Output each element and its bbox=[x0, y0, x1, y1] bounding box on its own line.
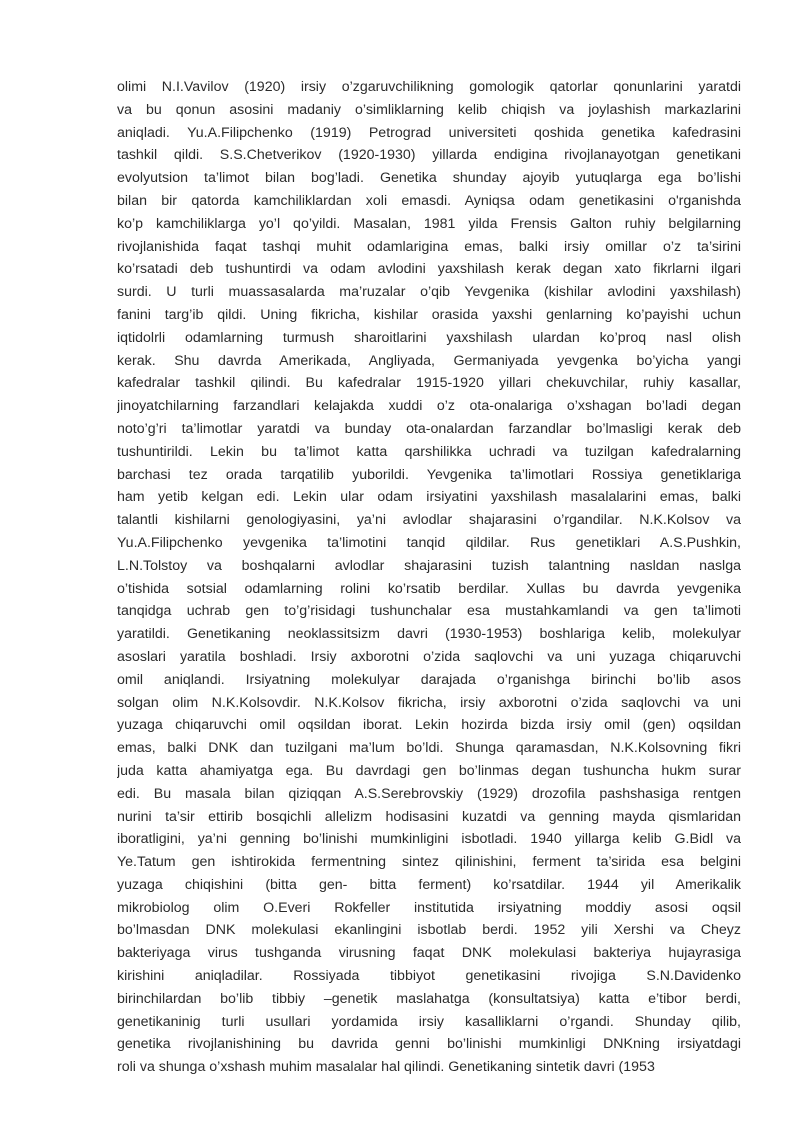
text-line-35: Ye.Tatum gen ishtirokida fermentning sintez qilinishini, ferment ta’sirida esa belgini bbox=[117, 854, 741, 871]
text-line-21: Yu.A.Filipchenko yevgenika ta’limotini tanqid qildilar. Rus genetiklari A.S.Pushkin, bbox=[117, 534, 741, 551]
text-line-16: noto’g’ri ta’limotlar yaratdi va bunday ota-onalardan farzandlar bo’lmasligi kerak deb bbox=[117, 420, 741, 437]
text-line-7: ko’p kamchiliklarga yo’l qo’yildi. Masalan, 1981 yilda Frensis Galton ruhiy belgilarning bbox=[117, 215, 741, 232]
text-line-11: fanini targ’ib qildi. Uning fikricha, kishilar orasida yaxshi genlarning ko’payishi uchun bbox=[117, 306, 741, 323]
text-line-31: juda katta ahamiyatga ega. Bu davrdagi gen bo’linmas degan tushuncha hukm surar bbox=[117, 762, 741, 779]
text-line-33: nurini ta’sir ettirib bosqichli allelizm hodisasini kuzatdi va genning mayda qismlaridan bbox=[117, 808, 741, 825]
text-line-25: yaratildi. Genetikaning neoklassitsizm davri (1930-1953) boshlariga kelib, molekulyar bbox=[117, 626, 741, 643]
text-line-19: ham yetib kelgan edi. Lekin ular odam irsiyatini yaxshilash masalalarini emas, balki bbox=[117, 489, 741, 506]
text-line-38: bo’lmasdan DNK molekulasi ekanlingini isbotlab berdi. 1952 yili Xershi va Cheyz bbox=[117, 922, 741, 939]
text-line-28: solgan olim N.K.Kolsovdir. N.K.Kolsov fikricha, irsiy axborotni o’zida saqlovchi va uni bbox=[117, 694, 741, 711]
text-line-3: aniqladi. Yu.A.Filipchenko (1919) Petrograd universiteti qoshida genetika kafedrasini bbox=[117, 124, 741, 141]
text-line-8: rivojlanishida faqat tashqi muhit odamlarigina emas, balki irsiy omillar o’z ta’sirini bbox=[117, 238, 741, 255]
text-line-2: va bu qonun asosini madaniy o’simliklarning kelib chiqish va joylashish markazlarini bbox=[117, 101, 741, 118]
text-line-10: surdi. U turli muassasalarda ma’ruzalar o’qib Yevgenika (kishilar avlodini yaxshilash) bbox=[117, 284, 741, 301]
text-line-40: kirishini aniqladilar. Rossiyada tibbiyot genetikasini rivojiga S.N.Davidenko bbox=[117, 968, 741, 985]
text-line-43: genetika rivojlanishining bu davrida genni bo’linishi mumkinligi DNKning irsiyatdagi bbox=[117, 1036, 741, 1053]
text-line-20: talantli kishilarni genologiyasini, ya’ni avlodlar shajarasini o’rgandilar. N.K.Kolsov va bbox=[117, 512, 741, 529]
text-line-34: iboratligini, ya’ni genning bo’linishi mumkinligini isbotladi. 1940 yillarga kelib G.Bidl va bbox=[117, 831, 741, 848]
text-line-22: L.N.Tolstoy va boshqalarni avlodlar shajarasini tuzish talantning nasldan naslga bbox=[117, 557, 741, 574]
document-body bbox=[117, 76, 741, 1079]
text-line-4: tashkil qildi. S.S.Chetverikov (1920-1930) yillarda endigina rivojlanayotgan genetikani bbox=[117, 147, 741, 164]
text-line-30: emas, balki DNK dan tuzilgani ma’lum bo’ldi. Shunga qaramasdan, N.K.Kolsovning fikri bbox=[117, 740, 741, 757]
text-line-41: birinchilardan bo’lib tibbiy –genetik maslahatga (konsultatsiya) katta e’tibor berdi, bbox=[117, 990, 741, 1007]
text-line-9: ko’rsatadi deb tushuntirdi va odam avlodini yaxshilash kerak degan xato fikrlarni ilgari bbox=[117, 261, 741, 278]
text-line-26: asoslari yaratila boshladi. Irsiy axborotni o’zida saqlovchi va uni yuzaga chiqaruvchi bbox=[117, 648, 741, 665]
text-line-18: barchasi tez orada tarqatilib yuborildi. Yevgenika ta’limotlari Rossiya genetiklariga bbox=[117, 466, 741, 483]
text-line-24: tanqidga uchrab gen to’g’risidagi tushunchalar esa mustahkamlandi va gen ta’limoti bbox=[117, 603, 741, 620]
text-line-14: kafedralar tashkil qilindi. Bu kafedralar 1915-1920 yillari chekuvchilar, ruhiy kasallar, bbox=[117, 375, 741, 392]
text-line-42: genetikaninig turli usullari yordamida irsiy kasalliklarni o’rgandi. Shunday qilib, bbox=[117, 1013, 741, 1030]
text-line-6: bilan bir qatorda kamchiliklardan xoli emasdi. Ayniqsa odam genetikasini o'rganishda bbox=[117, 192, 741, 209]
text-line-15: jinoyatchilarning farzandlari kelajakda xuddi o’z ota-onalariga o’xshagan bo’ladi degan bbox=[117, 398, 741, 415]
text-line-23: o’tishida sotsial odamlarning rolini ko’rsatib berdilar. Xullas bu davrda yevgenika bbox=[117, 580, 741, 597]
text-line-17: tushuntirildi. Lekin bu ta’limot katta qarshilikka uchradi va tuzilgan kafedralarning bbox=[117, 443, 741, 460]
text-line-12: iqtidolrli odamlarning turmush sharoitlarini yaxshilash ulardan ko’proq nasl olish bbox=[117, 329, 741, 346]
text-line-29: yuzaga chiqaruvchi omil oqsildan iborat. Lekin hozirda bizda irsiy omil (gen) oqsildan bbox=[117, 717, 741, 734]
text-line-37: mikrobiolog olim O.Everi Rokfeller institutida irsiyatning moddiy asosi oqsil bbox=[117, 899, 741, 916]
text-line-5: evolyutsion ta’limot bilan bog’ladi. Genetika shunday ajoyib yutuqlarga ega bo’lishi bbox=[117, 170, 741, 187]
text-line-27: omil aniqlandi. Irsiyatning molekulyar darajada o’rganishga birinchi bo’lib asos bbox=[117, 671, 741, 688]
text-line-13: kerak. Shu davrda Amerikada, Angliyada, Germaniyada yevgenka bo’yicha yangi bbox=[117, 352, 741, 369]
text-line-39: bakteriyaga virus tushganda virusning faqat DNK molekulasi bakteriya hujayrasiga bbox=[117, 945, 741, 962]
text-line-32: edi. Bu masala bilan qiziqqan A.S.Serebrovskiy (1929) drozofila pashshasiga rentgen bbox=[117, 785, 741, 802]
text-line-36: yuzaga chiqishini (bitta gen- bitta ferment) ko’rsatdilar. 1944 yil Amerikalik bbox=[117, 876, 741, 893]
text-line-44: roli va shunga o’xshash muhim masalalar hal qilindi. Genetikaning sintetik davri (1953 bbox=[117, 1059, 655, 1076]
text-line-1: olimi N.I.Vavilov (1920) irsiy o’zgaruvchilikning gomologik qatorlar qonunlarini yaratdi bbox=[117, 79, 741, 95]
